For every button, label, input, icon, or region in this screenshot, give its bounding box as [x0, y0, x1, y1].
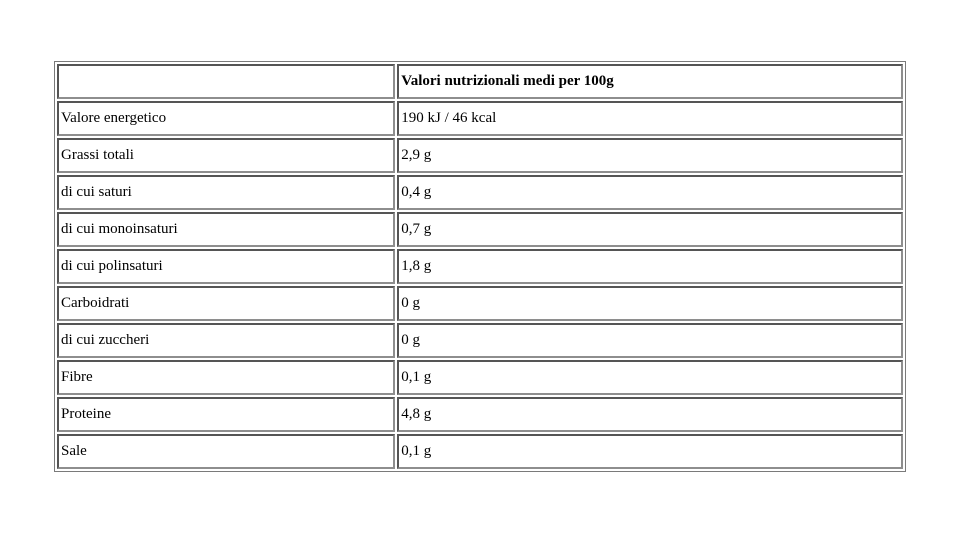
table-header-row	[57, 64, 903, 99]
nutrient-value-cell: 0,1 g	[397, 360, 903, 395]
header-value-cell: Valori nutrizionali medi per 100g	[397, 64, 903, 99]
nutrient-name-cell: di cui polinsaturi	[57, 249, 395, 284]
nutrient-value-cell: 0 g	[397, 323, 903, 358]
table-row	[57, 434, 903, 469]
table-row	[57, 286, 903, 321]
nutrient-value-cell: 0,1 g	[397, 434, 903, 469]
nutrient-value-cell: 0 g	[397, 286, 903, 321]
table-row	[57, 101, 903, 136]
nutrition-table	[54, 61, 906, 472]
nutrient-value-cell: 0,4 g	[397, 175, 903, 210]
nutrient-name-cell: di cui zuccheri	[57, 323, 395, 358]
table-row	[57, 175, 903, 210]
nutrient-name-cell: Sale	[57, 434, 395, 469]
table-row	[57, 397, 903, 432]
nutrient-value-cell: 190 kJ / 46 kcal	[397, 101, 903, 136]
nutrient-value-cell: 2,9 g	[397, 138, 903, 173]
table-row	[57, 249, 903, 284]
nutrient-name-cell: Carboidrati	[57, 286, 395, 321]
nutrient-name-cell: Proteine	[57, 397, 395, 432]
table-row	[57, 360, 903, 395]
nutrient-name-cell: di cui monoinsaturi	[57, 212, 395, 247]
table-row	[57, 212, 903, 247]
nutrient-value-cell: 1,8 g	[397, 249, 903, 284]
nutrient-name-cell: Valore energetico	[57, 101, 395, 136]
table-row	[57, 323, 903, 358]
nutrient-name-cell: Fibre	[57, 360, 395, 395]
nutrient-name-cell: di cui saturi	[57, 175, 395, 210]
table-row	[57, 138, 903, 173]
nutrient-value-cell: 4,8 g	[397, 397, 903, 432]
header-blank-cell	[57, 64, 395, 99]
nutrient-name-cell: Grassi totali	[57, 138, 395, 173]
nutrient-value-cell: 0,7 g	[397, 212, 903, 247]
